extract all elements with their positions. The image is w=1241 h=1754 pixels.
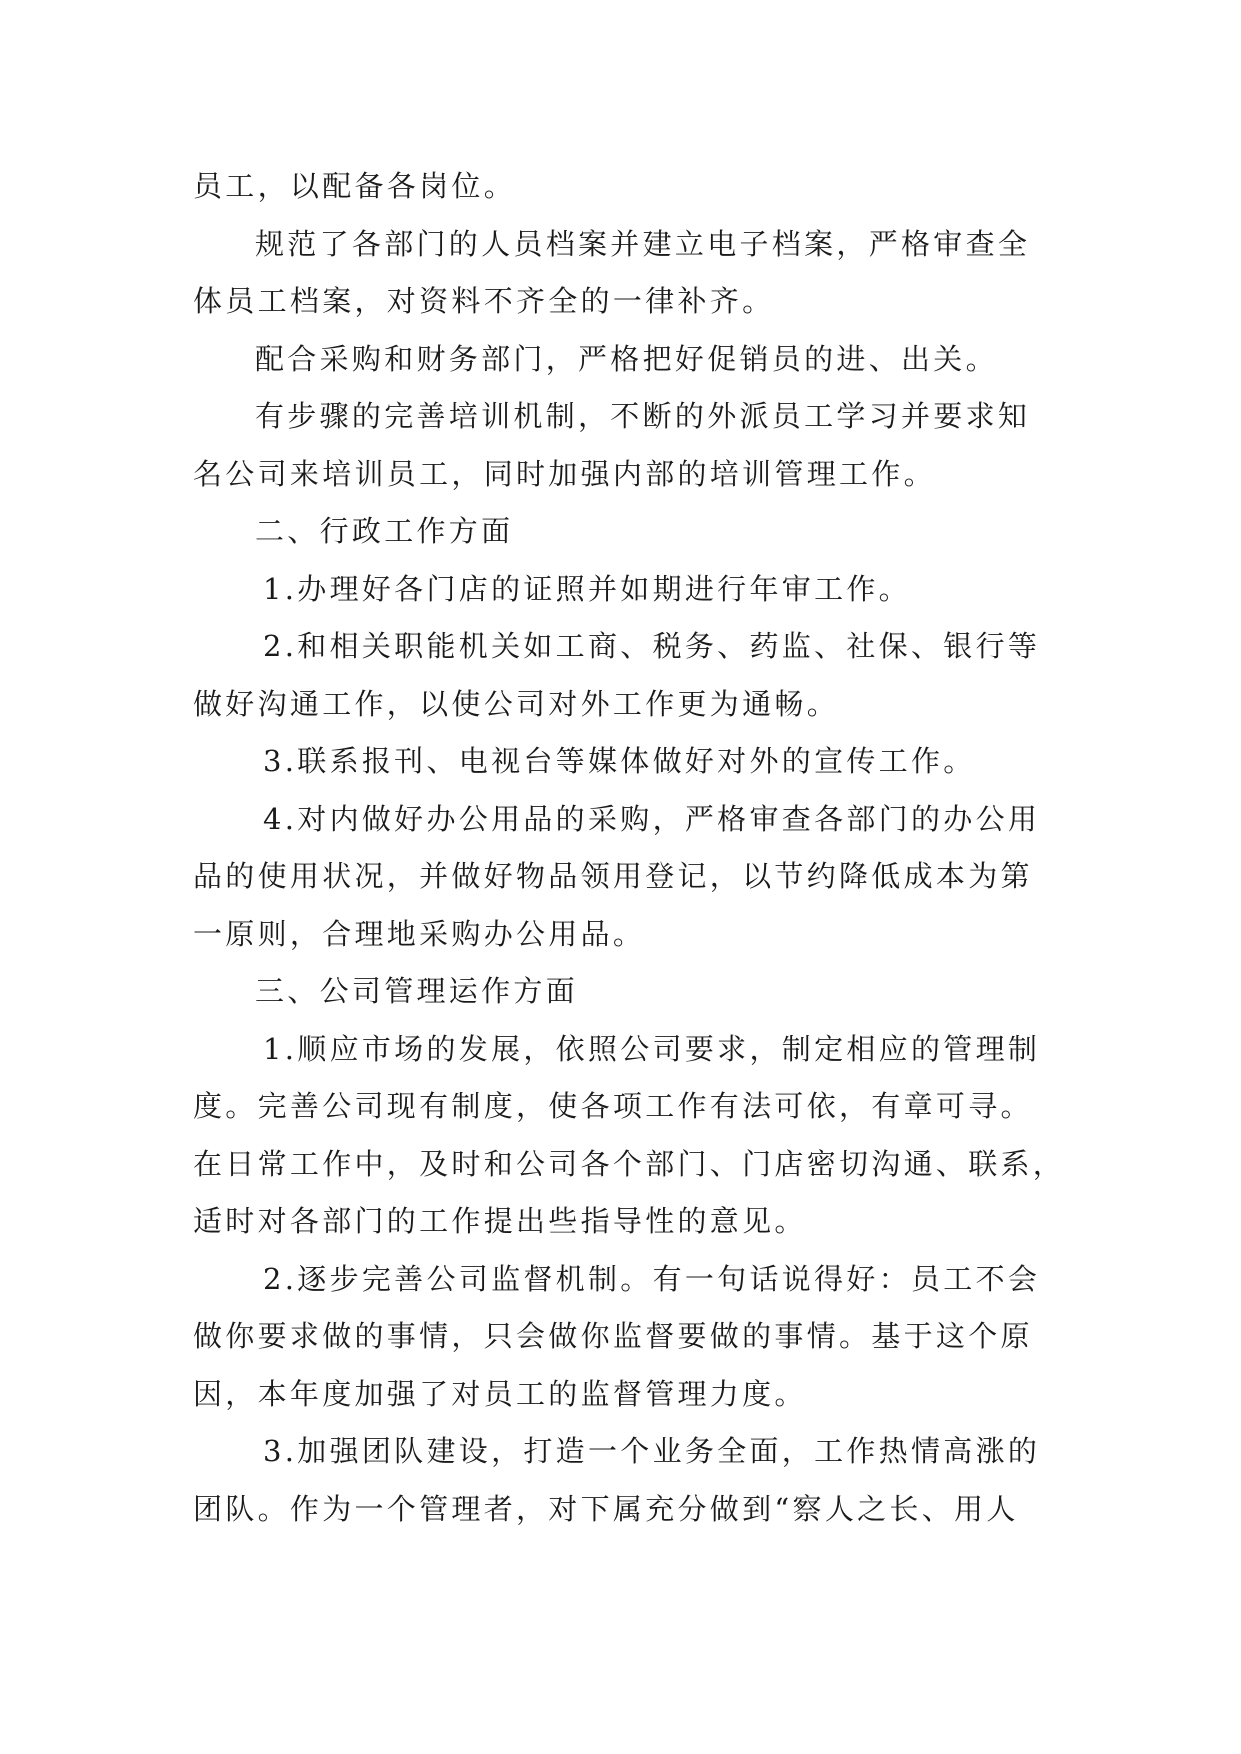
text-line: 一原则，合理地采购办公用品。 [193,916,646,951]
text-line: 在日常工作中，及时和公司各个部门、门店密切沟通、联系， [193,1146,1066,1181]
section-heading: 三、公司管理运作方面 [255,974,579,1008]
text-line: 名公司来培训员工，同时加强内部的培训管理工作。 [193,456,936,491]
text-line: 配合采购和财务部门，严格把好促销员的进、出关。 [255,341,998,376]
list-item: 3.联系报刊、电视台等媒体做好对外的宣传工作。 [263,744,976,778]
text-line: 员工，以配备各岗位。 [193,169,517,203]
list-item: 1.办理好各门店的证照并如期进行年审工作。 [263,571,911,606]
text-line: 适时对各部门的工作提出些指导性的意见。 [193,1204,807,1238]
text-line: 品的使用状况，并做好物品领用登记，以节约降低成本为第 [193,859,1033,893]
list-item: 1.顺应市场的发展，依照公司要求，制定相应的管理制 [263,1031,1041,1066]
text-line: 做好沟通工作，以使公司对外工作更为通畅。 [193,686,840,721]
list-item: 2.和相关职能机关如工商、税务、药监、社保、银行等 [263,629,1041,663]
text-line: 做你要求做的事情，只会做你监督要做的事情。基于这个原 [193,1319,1033,1353]
list-item: 4.对内做好办公用品的采购，严格审查各部门的办公用 [263,801,1041,836]
text-line: 度。完善公司现有制度，使各项工作有法可依，有章可寻。 [193,1089,1033,1123]
list-item: 3.加强团队建设，打造一个业务全面，工作热情高涨的 [263,1434,1041,1468]
section-heading: 二、行政工作方面 [255,514,514,548]
document-body [193,158,1066,1538]
text-line: 规范了各部门的人员档案并建立电子档案，严格审查全 [255,226,1031,261]
text-line: 有步骤的完善培训机制，不断的外派员工学习并要求知 [255,399,1031,433]
list-item: 2.逐步完善公司监督机制。有一句话说得好：员工不会 [263,1261,1041,1296]
text-line: 体员工档案，对资料不齐全的一律补齐。 [193,284,775,318]
text-line: 因，本年度加强了对员工的监督管理力度。 [193,1376,807,1411]
text-line: 团队。作为一个管理者，对下属充分做到“察人之长、用人 [193,1491,1019,1526]
